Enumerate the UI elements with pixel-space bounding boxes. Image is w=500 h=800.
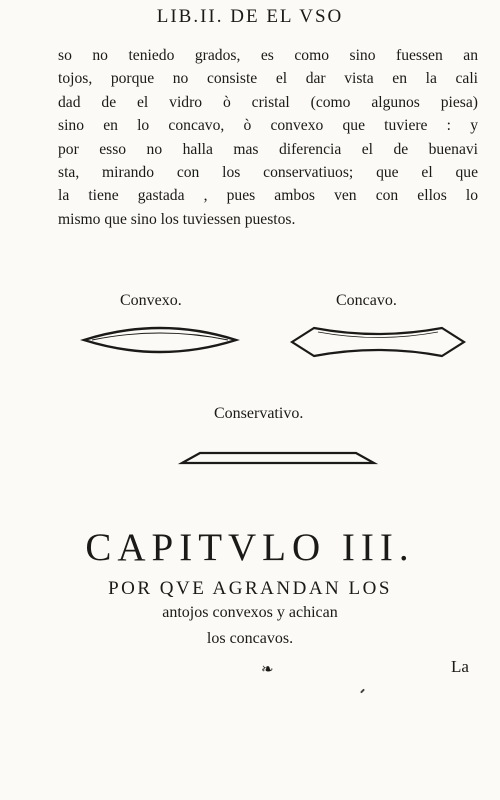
conservative-lens-figure <box>178 448 378 468</box>
conservativo-label: Conservativo. <box>214 405 304 422</box>
chapter-subtitle: antojos convexos y achican <box>162 604 338 621</box>
fleuron-ornament-icon: ❧ <box>261 660 274 678</box>
convexo-label: Convexo. <box>120 292 182 309</box>
chapter-subtitle: los concavos. <box>206 630 294 647</box>
chapter-subtitle: POR QVE AGRANDAN LOS <box>108 578 392 599</box>
text-line: dad de el vidro ò cristal (como algunos piesa) <box>58 93 478 111</box>
running-head: LIB.II. DE EL VSO <box>156 6 344 27</box>
text-line: so no teniedo grados, es como sino fuessen an <box>58 47 478 64</box>
text-line: por esso no halla mas diferencia el de buenavi <box>58 140 478 158</box>
text-line: la tiene gastada , pues ambos ven con ellos lo <box>58 187 478 205</box>
ink-speck <box>360 689 365 694</box>
concavo-label: Concavo. <box>336 292 397 309</box>
text-line: tojos, porque no consiste el dar vista en la cali <box>58 70 478 88</box>
concave-lens-figure <box>288 324 468 360</box>
text-line: sta, mirando con los conservatiuos; que el que <box>58 164 478 182</box>
chapter-title: CAPITVLO III. <box>85 526 415 569</box>
body-paragraph <box>58 44 478 231</box>
text-line: mismo que sino los tuviessen puestos. <box>58 210 296 228</box>
convex-lens-figure <box>80 322 240 358</box>
text-line: sino en lo concavo, ò convexo que tuviere : y <box>58 117 478 135</box>
catchword: La <box>451 657 469 676</box>
